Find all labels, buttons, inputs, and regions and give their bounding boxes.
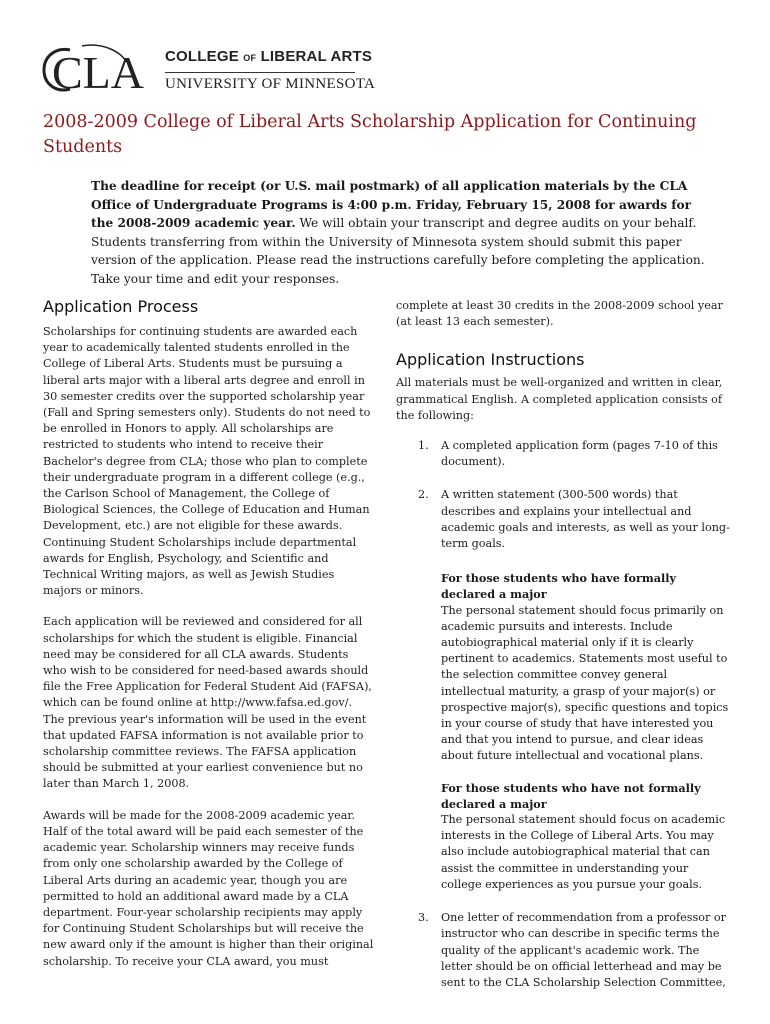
university-name: UNIVERSITY OF MINNESOTA: [165, 76, 376, 92]
intro-text: We will obtain your transcript and degree audits on your behalf. Students transferring from within the University of Minnesota system should submit this paper version of the application. Please read the instructions carefully before completing the application. Take your time and edit your responses.: [91, 216, 705, 286]
college-name-pre: COLLEGE: [165, 48, 239, 65]
application-instructions-heading: Application Instructions: [396, 350, 585, 370]
college-name-post: LIBERAL ARTS: [260, 48, 373, 65]
college-name: [165, 48, 372, 65]
declared-major-text: The personal statement should focus primarily on academic pursuits and interests. Include autobiographical material only if it is clearly pertinent to academics. Statements most useful to the selection committee convey general intellectual maturity, a grasp of your major(s) or prospective major(s), specific questions and topics in your course of study that have interested you and that you intend to pursue, and clear ideas about future intellectual and vocational plans.: [441, 603, 729, 763]
deadline-notice: The deadline for receipt (or U.S. mail postmark) of all application materials by the CLA Office of Undergraduate Programs is 4:00 p.m. Friday, February 15, 2008 for awards for the 2008-2009 academic year.: [91, 179, 692, 230]
list-item-number: 2.: [418, 488, 429, 502]
logo-divider: [165, 72, 355, 73]
list-item: [396, 910, 731, 991]
list-item-number: 3.: [418, 911, 429, 925]
list-item: [396, 487, 731, 893]
process-paragraph-2: Each application will be reviewed and considered for all scholarships for which the student is eligible. Financial need may be considered for all CLA awards. Students who wish to be considered for need-based awards should file the Free Application for Federal Student Aid (FAFSA), which can be found online at http://www.fafsa.ed.gov/. The previous year's information will be used in the event that updated FAFSA information is not available prior to scholarship committee reviews. The FAFSA application should be submitted at your earliest convenience but no later than March 1, 2008.: [43, 615, 372, 791]
instructions-list: [396, 438, 731, 991]
undeclared-major-section: [441, 780, 731, 893]
list-item: [396, 438, 731, 470]
process-paragraph-1: Scholarships for continuing students are awarded each year to academically talented students enrolled in the College of Liberal Arts. Students must be pursuing a liberal arts major with a liberal arts degree and enroll in 30 semester credits over the supported scholarship year (Fall and Spring semesters only). Students do not need to be enrolled in Honors to apply. All scholarships are restricted to students who intend to receive their Bachelor's degree from CLA; those who plan to complete their undergraduate program in a different college (e.g., the Carlson School of Management, the College of Biological Sciences, the College of Education and Human Development, etc.) are not eligible for these awards. Continuing Student Scholarships include departmental awards for English, Psychology, and Scientific and Technical Writing majors, as well as Jewish Studies majors or minors.: [43, 325, 371, 598]
undeclared-major-heading: For those students who have not formally declared a major: [441, 780, 701, 811]
page-title: 2008-2009 College of Liberal Arts Scholarship Application for Continuing Students: [43, 112, 697, 157]
intro-paragraph: [91, 177, 711, 288]
list-item-text: A written statement (300-500 words) that describes and explains your intellectual and academic goals and interests, as well as your long-term goals.: [441, 488, 730, 551]
right-column: [396, 296, 731, 1008]
cla-logo-mark: [42, 44, 158, 94]
declared-major-heading: For those students who have formally declared a major: [441, 571, 676, 602]
declared-major-section: [441, 570, 731, 764]
process-continuation: complete at least 30 credits in the 2008-2009 school year (at least 13 each semester).: [396, 299, 723, 329]
left-column: [43, 296, 375, 970]
cla-logo: [42, 44, 158, 94]
undeclared-major-text: The personal statement should focus on academic interests in the College of Liberal Arts. You may also include autobiographical material that can assist the committee in understanding your college experiences as you pursue your goals.: [441, 813, 726, 891]
process-paragraph-3: Awards will be made for the 2008-2009 academic year. Half of the total award will be paid each semester of the academic year. Scholarship winners may receive funds from only one scholarship awarded by the College of Liberal Arts during an academic year, though you are permitted to hold an additional award made by a CLA department. Four-year scholarship recipients may apply for Continuing Student Scholarships but will receive the new award only if the amount is higher than their original scholarship. To receive your CLA award, you must: [43, 808, 374, 968]
instructions-lead: All materials must be well-organized and written in clear, grammatical English. A completed application consists of the following:: [396, 376, 723, 422]
application-process-heading: Application Process: [43, 297, 199, 316]
list-item-text: A completed application form (pages 7-10 of this document).: [441, 439, 718, 469]
cla-logo-letters: CLA: [52, 47, 144, 94]
college-name-of: OF: [243, 53, 257, 63]
list-item-text: One letter of recommendation from a professor or instructor who can describe in specific terms the quality of the applicant's academic work. The letter should be on official letterhead and may be sent to the CLA Scholarship Selection Committee,: [441, 911, 726, 989]
list-item-number: 1.: [418, 439, 429, 453]
